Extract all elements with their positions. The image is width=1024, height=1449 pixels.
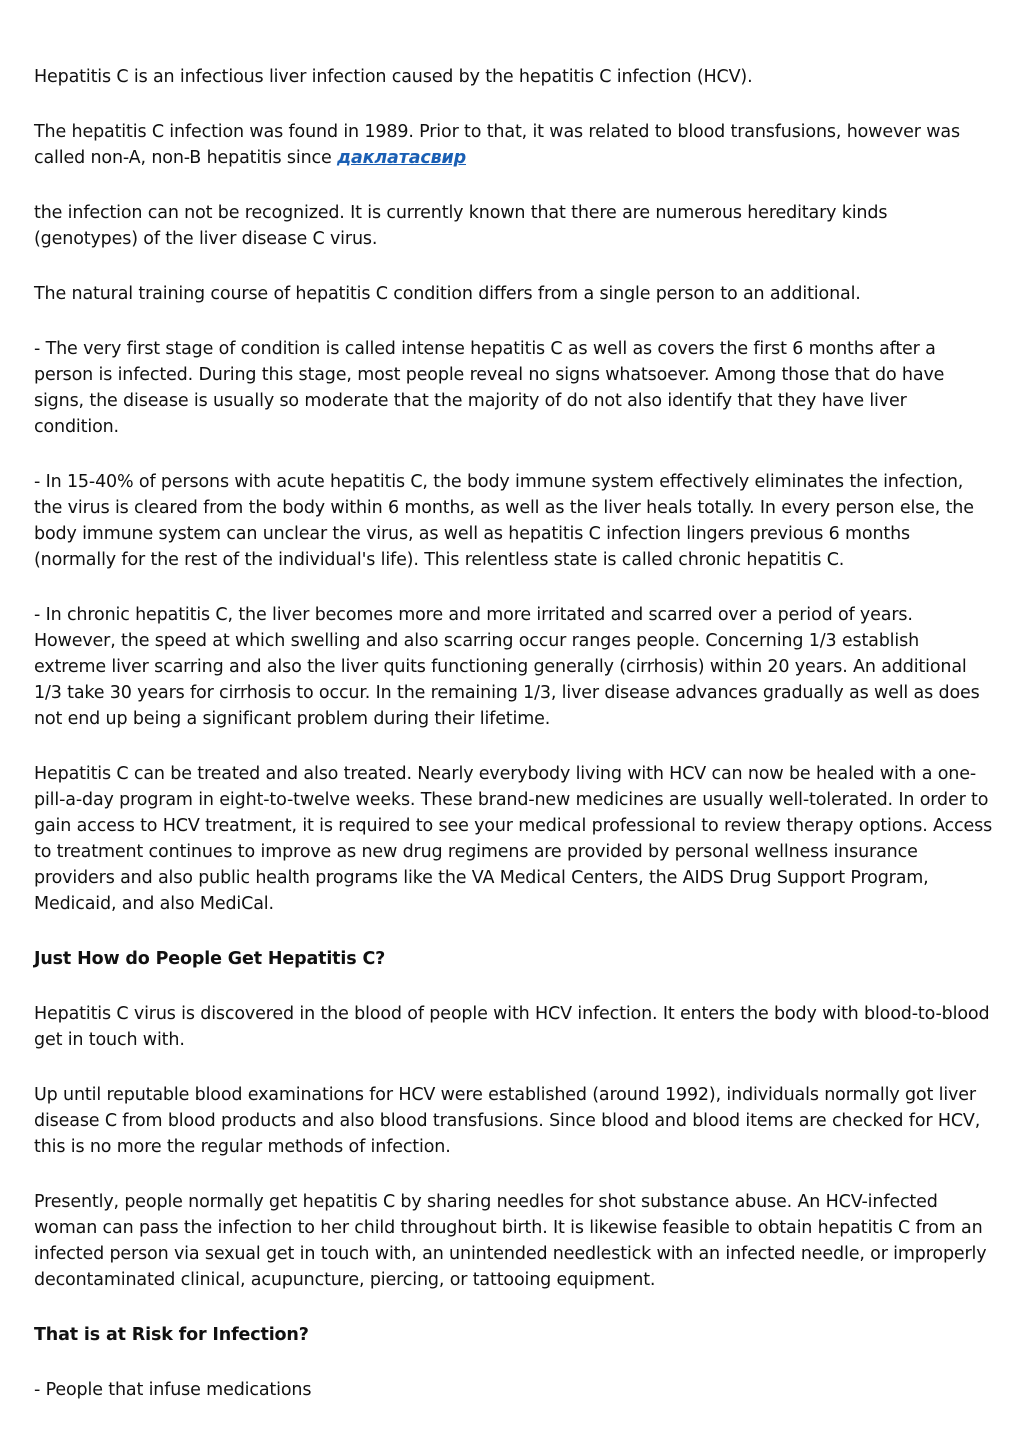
paragraph-genotypes: the infection can not be recognized. It is currently known that there are numerous hereditary kinds (genotypes) of the liver disease C virus. <box>34 203 888 249</box>
paragraph-discovery <box>34 119 994 171</box>
paragraph-clearance: - In 15-40% of persons with acute hepatitis C, the body immune system effectively eliminates the infection, the virus is cleared from the body within 6 months, as well as the liver heals totally. In every person else, the body immune system can unclear the virus, as well as hepatitis C infection lingers previous 6 months (normally for the rest of the individual's life). This relentless state is called chronic hepatitis C. <box>34 472 974 570</box>
paragraph-blood-tests: Up until reputable blood examinations for HCV were established (around 1992), individuals normally got liver disease C from blood products and also blood transfusions. Since blood and blood items are checked for HCV, this is no more the regular methods of infection. <box>34 1085 981 1157</box>
heading-risk: That is at Risk for Infection? <box>34 1325 309 1345</box>
paragraph-intro: Hepatitis C is an infectious liver infection caused by the hepatitis C infection (HCV). <box>34 67 753 87</box>
list-item-risk: - People that infuse medications <box>34 1380 312 1400</box>
daclatasvir-link[interactable]: даклатасвир <box>337 148 467 168</box>
paragraph-treatment: Hepatitis C can be treated and also treated. Nearly everybody living with HCV can now be healed with a one-pill-a-day program in eight-to-twelve weeks. These brand-new medicines are usually well-tolerated. In order to gain access to HCV treatment, it is required to see your medical professional to review therapy options. Access to treatment continues to improve as new drug regimens are provided by personal wellness insurance providers and also public health programs like the VA Medical Centers, the AIDS Drug Support Program, Medicaid, and also MediCal. <box>34 764 993 914</box>
heading-how-people-get: Just How do People Get Hepatitis C? <box>34 949 386 969</box>
paragraph-blood-contact: Hepatitis C virus is discovered in the blood of people with HCV infection. It enters the body with blood-to-blood get in touch with. <box>34 1004 990 1050</box>
paragraph-acute-stage: - The very first stage of condition is called intense hepatitis C as well as covers the first 6 months after a person is infected. During this stage, most people reveal no signs whatsoever. Among those that do have signs, the disease is usually so moderate that the majority of do not also identify that they have liver condition. <box>34 339 945 437</box>
paragraph-chronic: - In chronic hepatitis C, the liver becomes more and more irritated and scarred over a period of years. However, the speed at which swelling and also scarring occur ranges people. Concerning 1/3 establish extreme liver scarring and also the liver quits functioning generally (cirrhosis) within 20 years. An additional 1/3 take 30 years for cirrhosis to occur. In the remaining 1/3, liver disease advances gradually as well as does not end up being a significant problem during their lifetime. <box>34 605 980 729</box>
document-body <box>34 64 994 1432</box>
paragraph-transmission: Presently, people normally get hepatitis C by sharing needles for shot substance abuse. An HCV-infected woman can pass the infection to her child throughout birth. It is likewise feasible to obtain hepatitis C from an infected person via sexual get in touch with, an unintended needlestick with an infected needle, or improperly decontaminated clinical, acupuncture, piercing, or tattooing equipment. <box>34 1192 987 1290</box>
paragraph-natural-course: The natural training course of hepatitis C condition differs from a single person to an additional. <box>34 284 861 304</box>
paragraph-discovery-text: The hepatitis C infection was found in 1989. Prior to that, it was related to blood transfusions, however was called non-A, non-B hepatitis since <box>34 122 960 168</box>
